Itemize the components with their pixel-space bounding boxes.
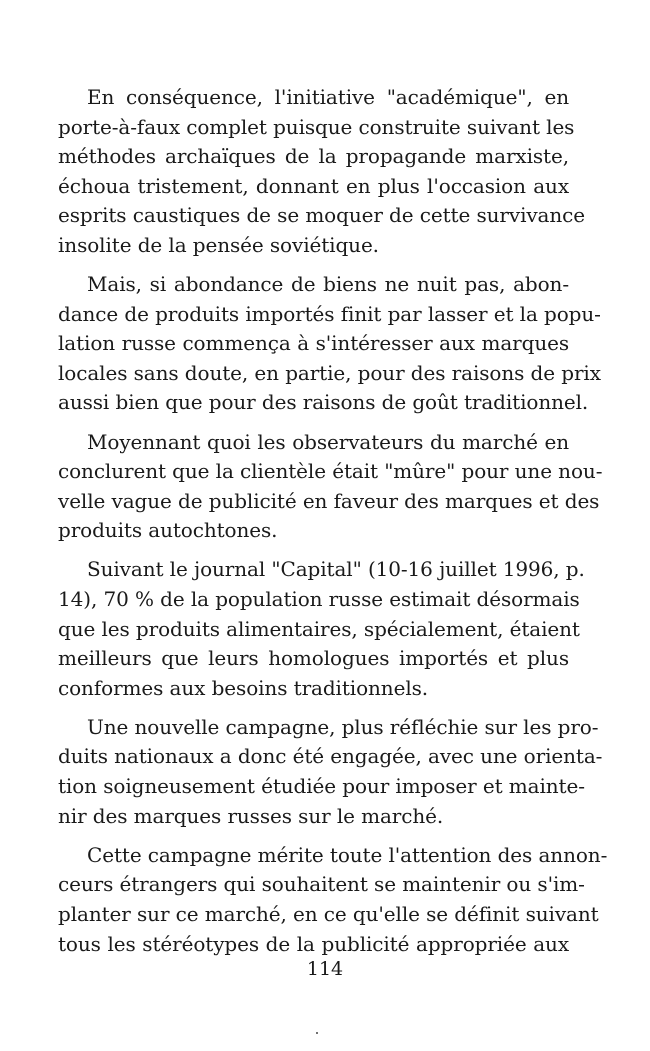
text-line: Suivant le journal "Capital" (10-16 juillet 1996, p. [87,557,585,582]
text-line: duits nationaux a donc été engagée, avec une orienta- [58,744,603,769]
text-line: conclurent que la clientèle était "mûre" pour une nou- [58,459,603,484]
text-line: Cette campagne mérite toute l'attention des annon- [87,842,608,867]
text-line: meilleurs que leurs homologues importés et plus [58,646,569,671]
text-line: Mais, si abondance de biens ne nuit pas, abon- [87,272,569,297]
text-line: En conséquence, l'initiative "académique", en [87,85,569,109]
text-line: Une nouvelle campagne, plus réfléchie sur les pro- [87,714,599,739]
text-line: que les produits alimentaires, spécialement, étaient [58,616,580,641]
text-line: méthodes archaïques de la propagande marxiste, [58,144,569,169]
text-line: locales sans doute, en partie, pour des raisons de prix [58,360,601,385]
page-body [58,83,608,969]
text-line: produits autochtones. [58,518,278,543]
text-line: nir des marques russes sur le marché. [58,803,444,828]
paragraph-5 [58,713,603,831]
text-line: ceurs étrangers qui souhaitent se maintenir ou s'im- [58,872,585,897]
text-line: porte-à-faux complet puisque construite suivant les [58,114,575,139]
paragraph-4 [58,555,585,703]
text-line: aussi bien que pour des raisons de goût traditionnel. [58,390,589,415]
text-line: dance de produits importés finit par lasser et la popu- [58,301,601,326]
text-line: planter sur ce marché, en ce qu'elle se définit suivant [58,901,599,926]
paragraph-2 [58,270,601,418]
paragraph-6 [58,841,608,959]
text-line: Moyennant quoi les observateurs du marché en [87,429,569,454]
text-line: conformes aux besoins traditionnels. [58,675,429,700]
page-number: 114 [306,958,344,980]
text-line: tion soigneusement étudiée pour imposer et mainte- [58,774,585,799]
text-line: lation russe commença à s'intéresser aux marques [58,331,569,356]
text-line: tous les stéréotypes de la publicité appropriée aux [58,931,569,956]
paragraph-3 [58,428,603,546]
text-line: velle vague de publicité en faveur des marques et des [58,488,600,513]
text-line: esprits caustiques de se moquer de cette survivance [58,203,586,228]
text-line: 14), 70 % de la population russe estimait désormais [58,587,580,611]
paragraph-1 [58,83,586,261]
scan-speck [316,1032,318,1034]
text-line: insolite de la pensée soviétique. [58,232,379,257]
text-line: échoua tristement, donnant en plus l'occasion aux [58,173,569,198]
